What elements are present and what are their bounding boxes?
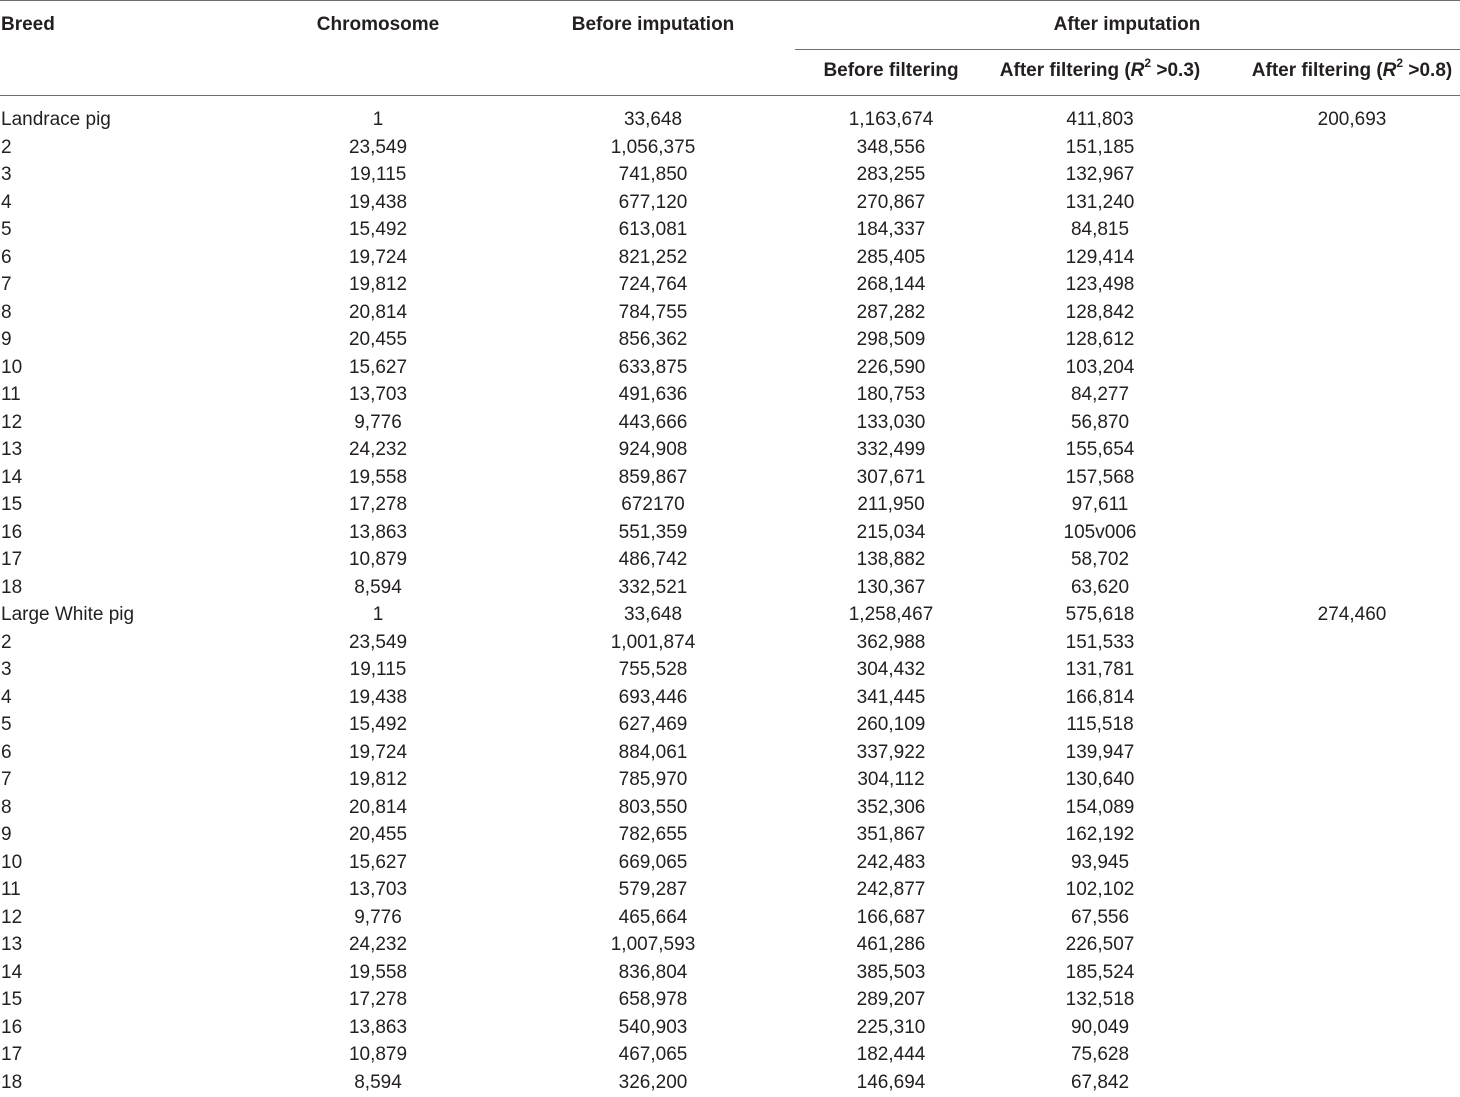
table-row (0, 107, 1460, 135)
cell-breed-or-chromosome: 11 (1, 877, 21, 903)
cell-before-filtering: 270,867 (791, 190, 991, 216)
cell-chromosome-or-before: 19,724 (278, 740, 478, 766)
cell-chromosome-or-before: 19,558 (278, 465, 478, 491)
cell-before-imputation: 677,120 (553, 190, 753, 216)
header-after-filtering-03 (980, 59, 1220, 83)
cell-breed-or-chromosome: 7 (1, 767, 12, 793)
table-row (0, 932, 1460, 960)
cell-before-imputation: 1,001,874 (553, 630, 753, 656)
cell-before-filtering: 268,144 (791, 272, 991, 298)
table-row (0, 1042, 1460, 1070)
table-row (0, 465, 1460, 493)
cell-chromosome-or-before: 19,558 (278, 960, 478, 986)
cell-after-filtering-03: 84,277 (1000, 382, 1200, 408)
cell-after-filtering-03: 139,947 (1000, 740, 1200, 766)
cell-before-filtering: 287,282 (791, 300, 991, 326)
cell-chromosome-or-before: 17,278 (278, 492, 478, 518)
cell-before-filtering: 332,499 (791, 437, 991, 463)
cell-before-imputation: 884,061 (553, 740, 753, 766)
cell-after-filtering-03: 123,498 (1000, 272, 1200, 298)
cell-chromosome-or-before: 15,492 (278, 712, 478, 738)
cell-chromosome-or-before: 24,232 (278, 437, 478, 463)
cell-before-filtering: 133,030 (791, 410, 991, 436)
cell-after-filtering-03: 132,518 (1000, 987, 1200, 1013)
cell-before-imputation: 1,007,593 (553, 932, 753, 958)
cell-before-filtering: 352,306 (791, 795, 991, 821)
cell-before-imputation: 467,065 (553, 1042, 753, 1068)
cell-before-filtering: 341,445 (791, 685, 991, 711)
table-row (0, 190, 1460, 218)
cell-chromosome-or-before: 8,594 (278, 575, 478, 601)
header-after-filtering-08-suffix: >0.8) (1403, 60, 1452, 81)
cell-before-filtering: 184,337 (791, 217, 991, 243)
cell-before-filtering: 215,034 (791, 520, 991, 546)
cell-after-filtering-03: 58,702 (1000, 547, 1200, 573)
cell-chromosome-or-before: 13,863 (278, 1015, 478, 1041)
cell-breed-or-chromosome: 12 (1, 410, 22, 436)
cell-before-imputation: 465,664 (553, 905, 753, 931)
cell-chromosome-or-before: 20,814 (278, 795, 478, 821)
cell-after-filtering-03: 185,524 (1000, 960, 1200, 986)
cell-before-filtering: 225,310 (791, 1015, 991, 1041)
header-breed: Breed (1, 13, 55, 37)
cell-before-imputation: 579,287 (553, 877, 753, 903)
cell-before-filtering: 211,950 (791, 492, 991, 518)
cell-after-filtering-03: 105v006 (1000, 520, 1200, 546)
header-after-filtering-03-sup: 2 (1144, 56, 1151, 70)
cell-breed-or-chromosome: 9 (1, 822, 12, 848)
cell-after-filtering-03: 151,185 (1000, 135, 1200, 161)
table-row (0, 657, 1460, 685)
cell-chromosome-or-before: 10,879 (278, 1042, 478, 1068)
cell-breed-or-chromosome: 18 (1, 575, 22, 601)
cell-before-imputation: 633,875 (553, 355, 753, 381)
table-row (0, 767, 1460, 795)
cell-after-filtering-03: 130,640 (1000, 767, 1200, 793)
cell-breed-or-chromosome: 8 (1, 300, 12, 326)
cell-chromosome-or-before: 19,115 (278, 162, 478, 188)
table-row (0, 877, 1460, 905)
cell-breed-or-chromosome: 4 (1, 190, 12, 216)
header-after-filtering-08-sup: 2 (1396, 56, 1403, 70)
cell-before-filtering: 242,483 (791, 850, 991, 876)
cell-breed-or-chromosome: 12 (1, 905, 22, 931)
cell-breed-or-chromosome: 14 (1, 465, 22, 491)
cell-chromosome-or-before: 8,594 (278, 1070, 478, 1096)
cell-chromosome-or-before: 15,492 (278, 217, 478, 243)
table-row (0, 547, 1460, 575)
cell-chromosome-or-before: 23,549 (278, 135, 478, 161)
cell-breed-or-chromosome: 8 (1, 795, 12, 821)
cell-after-filtering-03: 411,803 (1000, 107, 1200, 133)
table-row (0, 272, 1460, 300)
header-after-filtering-03-r: R (1131, 60, 1145, 81)
header-group-rule (795, 49, 1460, 50)
table-row (0, 1070, 1460, 1097)
cell-after-filtering-03: 84,815 (1000, 217, 1200, 243)
cell-before-filtering: 304,432 (791, 657, 991, 683)
table-row (0, 602, 1460, 630)
cell-before-imputation: 33,648 (553, 107, 753, 133)
table-row (0, 960, 1460, 988)
header-after-filtering-08-r: R (1383, 60, 1397, 81)
cell-chromosome-or-before: 9,776 (278, 410, 478, 436)
cell-chromosome-or-before: 20,814 (278, 300, 478, 326)
cell-before-imputation: 627,469 (553, 712, 753, 738)
cell-before-filtering: 307,671 (791, 465, 991, 491)
cell-breed-or-chromosome: 9 (1, 327, 12, 353)
header-after-filtering-08-prefix: After filtering ( (1252, 60, 1383, 81)
header-after-imputation: After imputation (1027, 13, 1227, 37)
cell-breed-or-chromosome: 16 (1, 520, 22, 546)
cell-before-filtering: 461,286 (791, 932, 991, 958)
cell-chromosome-or-before: 19,812 (278, 272, 478, 298)
header-after-filtering-08 (1232, 59, 1460, 83)
cell-before-imputation: 443,666 (553, 410, 753, 436)
cell-breed-or-chromosome: 6 (1, 740, 12, 766)
cell-breed-or-chromosome: 17 (1, 1042, 22, 1068)
cell-after-filtering-03: 90,049 (1000, 1015, 1200, 1041)
cell-before-imputation: 803,550 (553, 795, 753, 821)
cell-chromosome-or-before: 15,627 (278, 850, 478, 876)
table-row (0, 712, 1460, 740)
table-row (0, 630, 1460, 658)
cell-after-filtering-03: 157,568 (1000, 465, 1200, 491)
cell-chromosome-or-before: 23,549 (278, 630, 478, 656)
cell-before-filtering: 289,207 (791, 987, 991, 1013)
table-row (0, 740, 1460, 768)
cell-before-filtering: 166,687 (791, 905, 991, 931)
cell-chromosome-or-before: 19,812 (278, 767, 478, 793)
cell-before-filtering: 283,255 (791, 162, 991, 188)
cell-breed-or-chromosome: 13 (1, 932, 22, 958)
cell-chromosome-or-before: 9,776 (278, 905, 478, 931)
cell-chromosome-or-before: 19,724 (278, 245, 478, 271)
cell-before-imputation: 859,867 (553, 465, 753, 491)
cell-breed-or-chromosome: 10 (1, 850, 22, 876)
cell-chromosome-or-before: 10,879 (278, 547, 478, 573)
cell-before-filtering: 1,163,674 (791, 107, 991, 133)
table-row (0, 987, 1460, 1015)
cell-before-imputation: 672170 (553, 492, 753, 518)
cell-before-imputation: 658,978 (553, 987, 753, 1013)
cell-before-imputation: 491,636 (553, 382, 753, 408)
cell-breed-or-chromosome: 13 (1, 437, 22, 463)
cell-before-filtering: 385,503 (791, 960, 991, 986)
cell-chromosome-or-before: 17,278 (278, 987, 478, 1013)
header-bottom-rule (0, 95, 1460, 96)
cell-after-filtering-03: 154,089 (1000, 795, 1200, 821)
cell-before-imputation: 785,970 (553, 767, 753, 793)
cell-after-filtering-03: 132,967 (1000, 162, 1200, 188)
cell-after-filtering-03: 115,518 (1000, 712, 1200, 738)
cell-breed-or-chromosome: 14 (1, 960, 22, 986)
cell-before-imputation: 821,252 (553, 245, 753, 271)
cell-chromosome-or-before: 13,863 (278, 520, 478, 546)
cell-before-imputation: 551,359 (553, 520, 753, 546)
table-row (0, 382, 1460, 410)
table-row (0, 520, 1460, 548)
table-row (0, 327, 1460, 355)
header-before-imputation: Before imputation (553, 13, 753, 37)
cell-chromosome-or-before: 1 (278, 107, 478, 133)
header-before-filtering: Before filtering (791, 59, 991, 83)
table-row (0, 410, 1460, 438)
table-body (0, 107, 1460, 1097)
cell-breed-or-chromosome: 2 (1, 630, 12, 656)
cell-before-imputation: 784,755 (553, 300, 753, 326)
cell-before-filtering: 298,509 (791, 327, 991, 353)
cell-chromosome-or-before: 20,455 (278, 822, 478, 848)
cell-before-imputation: 540,903 (553, 1015, 753, 1041)
table-row (0, 822, 1460, 850)
cell-before-filtering: 1,258,467 (791, 602, 991, 628)
cell-breed-or-chromosome: 10 (1, 355, 22, 381)
cell-before-imputation: 486,742 (553, 547, 753, 573)
cell-before-imputation: 332,521 (553, 575, 753, 601)
cell-chromosome-or-before: 20,455 (278, 327, 478, 353)
cell-before-imputation: 924,908 (553, 437, 753, 463)
cell-after-filtering-03: 129,414 (1000, 245, 1200, 271)
cell-before-imputation: 836,804 (553, 960, 753, 986)
cell-after-filtering-03: 166,814 (1000, 685, 1200, 711)
cell-breed-or-chromosome: 6 (1, 245, 12, 271)
table-row (0, 135, 1460, 163)
cell-before-filtering: 304,112 (791, 767, 991, 793)
cell-after-filtering-03: 155,654 (1000, 437, 1200, 463)
cell-before-filtering: 285,405 (791, 245, 991, 271)
cell-after-filtering-03: 162,192 (1000, 822, 1200, 848)
cell-breed-or-chromosome: Landrace pig (1, 107, 111, 133)
table-row (0, 905, 1460, 933)
cell-after-filtering-03: 56,870 (1000, 410, 1200, 436)
table-row (0, 1015, 1460, 1043)
header-chromosome: Chromosome (278, 13, 478, 37)
cell-before-imputation: 693,446 (553, 685, 753, 711)
table-row (0, 355, 1460, 383)
cell-breed-or-chromosome: 15 (1, 987, 22, 1013)
cell-before-imputation: 613,081 (553, 217, 753, 243)
cell-before-filtering: 242,877 (791, 877, 991, 903)
cell-breed-or-chromosome: 5 (1, 217, 12, 243)
cell-after-filtering-03: 97,611 (1000, 492, 1200, 518)
table-row (0, 162, 1460, 190)
cell-before-imputation: 669,065 (553, 850, 753, 876)
cell-breed-or-chromosome: 15 (1, 492, 22, 518)
cell-chromosome-or-before: 13,703 (278, 382, 478, 408)
cell-after-filtering-03: 67,842 (1000, 1070, 1200, 1096)
cell-before-filtering: 138,882 (791, 547, 991, 573)
cell-after-filtering-03: 151,533 (1000, 630, 1200, 656)
table-row (0, 245, 1460, 273)
cell-breed-or-chromosome: 18 (1, 1070, 22, 1096)
cell-before-filtering: 130,367 (791, 575, 991, 601)
cell-after-filtering-03: 103,204 (1000, 355, 1200, 381)
cell-after-filtering-03: 575,618 (1000, 602, 1200, 628)
cell-breed-or-chromosome: 16 (1, 1015, 22, 1041)
cell-chromosome-or-before: 19,115 (278, 657, 478, 683)
cell-before-imputation: 1,056,375 (553, 135, 753, 161)
table-row (0, 795, 1460, 823)
cell-breed-or-chromosome: 17 (1, 547, 22, 573)
cell-before-filtering: 351,867 (791, 822, 991, 848)
table-row (0, 685, 1460, 713)
cell-before-imputation: 326,200 (553, 1070, 753, 1096)
cell-before-filtering: 146,694 (791, 1070, 991, 1096)
cell-after-filtering-08: 200,693 (1252, 107, 1452, 133)
cell-breed-or-chromosome: 3 (1, 657, 12, 683)
cell-chromosome-or-before: 15,627 (278, 355, 478, 381)
cell-chromosome-or-before: 1 (278, 602, 478, 628)
cell-before-filtering: 348,556 (791, 135, 991, 161)
cell-after-filtering-03: 67,556 (1000, 905, 1200, 931)
cell-after-filtering-03: 226,507 (1000, 932, 1200, 958)
cell-before-filtering: 337,922 (791, 740, 991, 766)
cell-after-filtering-03: 128,842 (1000, 300, 1200, 326)
cell-after-filtering-03: 93,945 (1000, 850, 1200, 876)
cell-chromosome-or-before: 19,438 (278, 685, 478, 711)
cell-breed-or-chromosome: 11 (1, 382, 21, 408)
cell-after-filtering-03: 128,612 (1000, 327, 1200, 353)
table-row (0, 217, 1460, 245)
cell-breed-or-chromosome: 7 (1, 272, 12, 298)
cell-after-filtering-08: 274,460 (1252, 602, 1452, 628)
cell-breed-or-chromosome: 5 (1, 712, 12, 738)
cell-after-filtering-03: 131,781 (1000, 657, 1200, 683)
cell-after-filtering-03: 131,240 (1000, 190, 1200, 216)
cell-chromosome-or-before: 24,232 (278, 932, 478, 958)
cell-before-filtering: 182,444 (791, 1042, 991, 1068)
cell-after-filtering-03: 102,102 (1000, 877, 1200, 903)
cell-breed-or-chromosome: 2 (1, 135, 12, 161)
table-row (0, 300, 1460, 328)
cell-chromosome-or-before: 19,438 (278, 190, 478, 216)
cell-after-filtering-03: 75,628 (1000, 1042, 1200, 1068)
cell-before-imputation: 33,648 (553, 602, 753, 628)
cell-before-imputation: 782,655 (553, 822, 753, 848)
cell-breed-or-chromosome: 3 (1, 162, 12, 188)
cell-breed-or-chromosome: Large White pig (1, 602, 134, 628)
cell-after-filtering-03: 63,620 (1000, 575, 1200, 601)
cell-before-filtering: 260,109 (791, 712, 991, 738)
cell-before-imputation: 724,764 (553, 272, 753, 298)
header-after-filtering-03-prefix: After filtering ( (1000, 60, 1131, 81)
cell-breed-or-chromosome: 4 (1, 685, 12, 711)
table-row (0, 492, 1460, 520)
header-after-filtering-03-suffix: >0.3) (1151, 60, 1200, 81)
table-top-rule (0, 0, 1460, 1)
table-row (0, 575, 1460, 603)
cell-before-filtering: 180,753 (791, 382, 991, 408)
cell-before-filtering: 226,590 (791, 355, 991, 381)
cell-before-imputation: 856,362 (553, 327, 753, 353)
table-row (0, 437, 1460, 465)
table-row (0, 850, 1460, 878)
cell-before-filtering: 362,988 (791, 630, 991, 656)
cell-chromosome-or-before: 13,703 (278, 877, 478, 903)
cell-before-imputation: 741,850 (553, 162, 753, 188)
cell-before-imputation: 755,528 (553, 657, 753, 683)
